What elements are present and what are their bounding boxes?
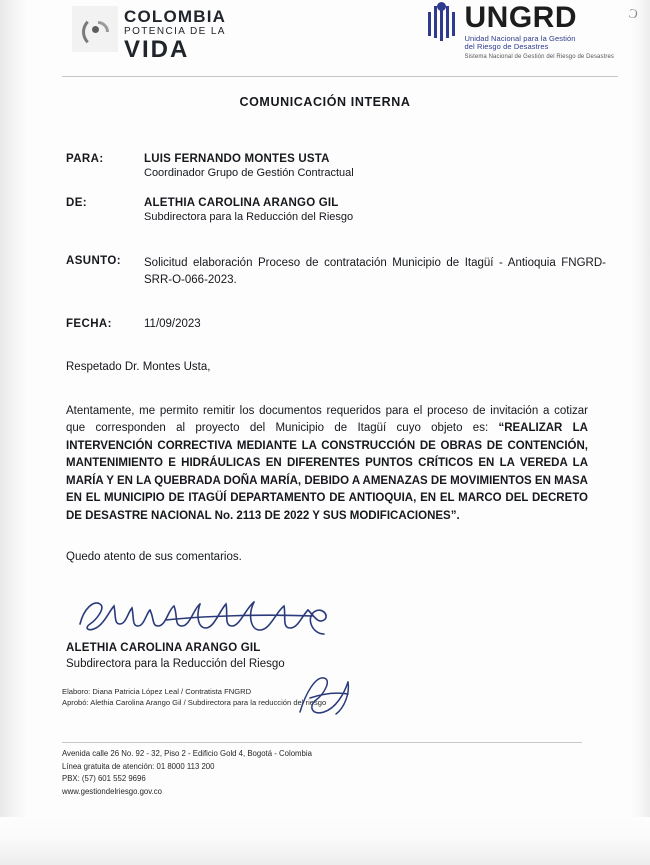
signature-mark [62, 590, 382, 640]
greeting-line: Respetado Dr. Montes Usta, [66, 361, 211, 373]
colombia-brand-mark-icon [72, 6, 118, 52]
colombia-logo-line2: POTENCIA DE LA [124, 26, 226, 37]
field-de-label: DE: [66, 197, 88, 209]
field-para [66, 153, 606, 179]
field-asunto-text: Solicitud elaboración Proceso de contratación Municipio de Itagüí - Antioquia FNGRD-SRR-O-066-2023. [144, 257, 606, 287]
ungrd-brand-mark-icon [424, 2, 458, 42]
colombia-logo [72, 6, 226, 62]
field-para-label: PARA: [66, 153, 104, 165]
footer-website[interactable]: www.gestiondelriesgo.gov.co [62, 786, 162, 796]
field-de [66, 197, 606, 223]
field-asunto [66, 255, 606, 290]
field-asunto-label: ASUNTO: [66, 255, 121, 267]
ungrd-acronym: UNGRD [464, 1, 577, 34]
page-bottom-edge [0, 817, 650, 865]
field-para-name: LUIS FERNANDO MONTES USTA [144, 153, 330, 165]
footer-pbx: PBX: (57) 601 552 9696 [62, 774, 146, 784]
ungrd-name-line2: del Riesgo de Desastres [464, 42, 549, 52]
colombia-logo-line3: VIDA [124, 36, 190, 63]
page-left-edge [0, 0, 28, 865]
ungrd-name-line1: Unidad Nacional para la Gestión [464, 33, 576, 43]
body-paragraph [66, 403, 588, 525]
prepared-approved-block [62, 686, 326, 709]
page-title: COMUNICACIÓN INTERNA [239, 95, 411, 109]
footer-divider [62, 742, 582, 743]
footer-free-line: Línea gratuita de atención: 01 8000 113 200 [62, 761, 215, 771]
ungrd-logo [424, 2, 614, 61]
signature-name: ALETHIA CAROLINA ARANGO GIL [66, 642, 261, 654]
body-quote-text: “REALIZAR LA INTERVENCIÓN CORRECTIVA MEDIANTE LA CONSTRUCCIÓN DE OBRAS DE CONTENCIÓN, MANTENIMIENTO E HIDRÁULICAS EN DIFERENTES PUNTOS CRÍTICOS EN LA VEREDA LA MARÍA Y EN LA QUEBRADA DOÑA MARÍA, DEBIDO A AMENAZAS DE MOVIMIENTOS EN MASA EN EL MUNICIPIO DE ITAGÜÍ DEPARTAMENTO DE ANTIOQUIA, EN EL MARCO DEL DECRETO DE DESASTRE NACIONAL No. 2113 DE 2022 Y SUS MODIFICACIONES”. [66, 422, 588, 522]
field-fecha-value: 11/09/2023 [144, 318, 201, 330]
ungrd-system-line: Sistema Nacional de Gestión del Riesgo de Desastres [464, 54, 614, 61]
document-header [0, 0, 650, 78]
signature-role: Subdirectora para la Reducción del Riesgo [66, 658, 285, 670]
field-fecha [66, 318, 606, 330]
colombia-logo-line1: COLOMBIA [124, 7, 227, 26]
body-intro-text: Atentamente, me permito remitir los documentos requeridos para el proceso de invitación a cotizar que corresponden al proyecto del Municipio de Itagüí cuyo objeto es: [66, 405, 588, 435]
approval-rubric-mark [290, 668, 360, 720]
closing-line: Quedo atento de sus comentarios. [66, 551, 242, 563]
header-divider [62, 76, 618, 77]
field-para-role: Coordinador Grupo de Gestión Contractual [144, 167, 354, 179]
footer-address: Avenida calle 26 No. 92 - 32, Piso 2 - Edificio Gold 4, Bogotá - Colombia [62, 749, 312, 758]
prepared-by-line: Elaboro: Diana Patricia López Leal / Contratista FNGRD [62, 687, 252, 696]
document-footer [62, 748, 312, 799]
approved-by-line: Aprobó: Alethia Carolina Arango Gil / Subdirectora para la reducción del riesgo [62, 698, 327, 708]
scan-corner-mark: Ɔ [627, 5, 640, 22]
field-de-role: Subdirectora para la Reducción del Riesgo [144, 211, 354, 223]
page-right-edge [632, 0, 650, 865]
field-fecha-label: FECHA: [66, 318, 112, 330]
field-de-name: ALETHIA CAROLINA ARANGO GIL [144, 197, 339, 209]
